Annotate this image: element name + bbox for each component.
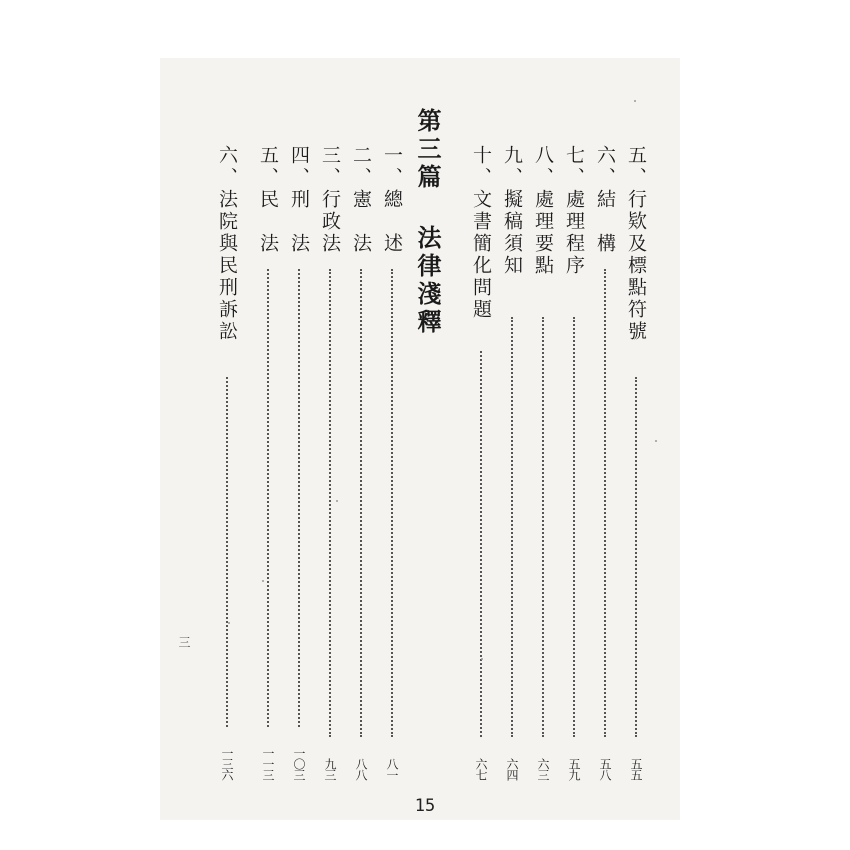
toc-entry-title: 六、結 構 — [594, 145, 616, 255]
toc-entry — [498, 145, 526, 780]
toc-entry — [316, 145, 344, 780]
leader-dots — [542, 317, 544, 737]
toc-entry — [622, 145, 650, 780]
leader-dots — [360, 269, 362, 737]
toc-entry-page: 一三六 — [220, 747, 234, 780]
toc-entry-title: 五、行欵及標點符號 — [625, 145, 647, 343]
toc-entry — [254, 145, 282, 780]
leader-dots — [480, 351, 482, 737]
scan-speck — [481, 658, 483, 660]
scan-speck — [336, 500, 338, 502]
toc-entry-page: 八一 — [385, 758, 399, 780]
toc-entry — [560, 145, 588, 780]
toc-entry — [285, 145, 313, 780]
section-heading: 第三篇 法律淺釋 — [413, 108, 442, 337]
toc-entry-title: 四、刑 法 — [288, 145, 310, 255]
leader-dots — [635, 377, 637, 737]
leader-dots — [573, 317, 575, 737]
toc-entry-title: 一、總 述 — [381, 145, 403, 255]
scan-speck — [634, 100, 636, 102]
scan-speck — [655, 440, 657, 442]
leader-dots — [391, 269, 393, 737]
toc-entry-page: 五五 — [629, 758, 643, 780]
scan-speck — [262, 580, 264, 582]
toc-entry — [378, 145, 406, 780]
leader-dots — [298, 269, 300, 727]
margin-page-numeral: 三 — [177, 636, 191, 648]
scan-speck — [228, 622, 230, 624]
toc-entry-page: 一一三 — [261, 747, 275, 780]
leader-dots — [329, 269, 331, 737]
toc-entry — [591, 145, 619, 780]
leader-dots — [267, 269, 269, 727]
toc-entry — [347, 145, 375, 780]
toc-entry-title: 十、文書簡化問題 — [470, 145, 492, 321]
toc-entry-title: 二、憲 法 — [350, 145, 372, 255]
toc-entry — [529, 145, 557, 780]
leader-dots — [226, 377, 228, 727]
toc-entry-page: 五八 — [598, 758, 612, 780]
toc-entry-title: 六、法院與民刑訴訟 — [216, 145, 238, 343]
toc-entry-page: 五九 — [567, 758, 581, 780]
toc-entry-page: 六七 — [474, 758, 488, 780]
toc-entry — [213, 145, 241, 780]
leader-dots — [604, 269, 606, 737]
toc-entry-title: 八、處理要點 — [532, 145, 554, 277]
toc-entry-title: 三、行政法 — [319, 145, 341, 255]
leader-dots — [511, 317, 513, 737]
toc-entry-page: 六三 — [536, 758, 550, 780]
toc-entry-title: 五、民 法 — [257, 145, 279, 255]
page-number: 15 — [414, 796, 436, 816]
toc-entry-title: 九、擬稿須知 — [501, 145, 523, 277]
toc-entry — [467, 145, 495, 780]
toc-entry-page: 六四 — [505, 758, 519, 780]
toc-entry-page: 八八 — [354, 758, 368, 780]
toc-entry-title: 七、處理程序 — [563, 145, 585, 277]
toc-entry-page: 一〇三 — [292, 747, 306, 780]
toc-entry-page: 九三 — [323, 758, 337, 780]
